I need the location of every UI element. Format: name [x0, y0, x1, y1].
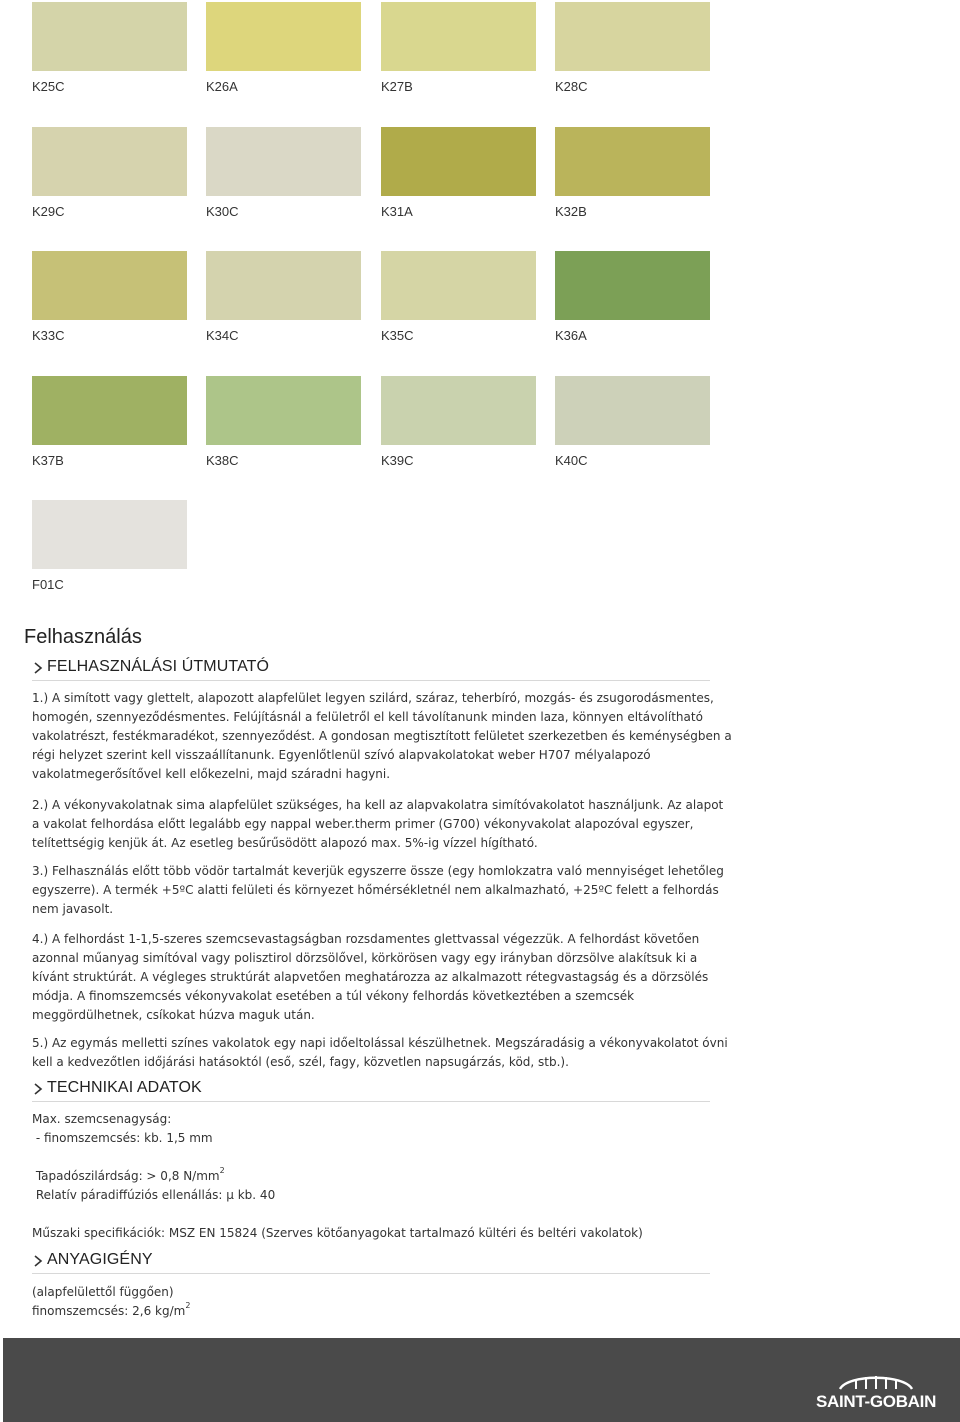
color-swatch — [381, 251, 536, 320]
color-code-label: K40C — [555, 453, 588, 468]
paragraph-line: homogén, szennyeződésmentes. Felújításnál a felületről el kell távolítanunk minden laza, könnyen eltávolítható — [32, 710, 703, 724]
color-swatch — [381, 127, 536, 196]
adhesion-strength — [32, 1166, 225, 1183]
section-title: TECHNIKAI ADATOK — [47, 1079, 202, 1096]
section-title: ANYAGIGÉNY — [47, 1251, 153, 1268]
grain-size-value: - finomszemcsés: kb. 1,5 mm — [32, 1131, 213, 1145]
color-swatch — [32, 376, 187, 445]
logo-arch-icon — [836, 1372, 916, 1390]
vapour-diffusion: Relatív páradiffúziós ellenállás: μ kb. 40 — [32, 1188, 276, 1202]
superscript: 2 — [219, 1166, 225, 1175]
adhesion-text: Tapadószilárdság: > 0,8 N/mm — [32, 1169, 220, 1183]
color-code-label: K27B — [381, 79, 413, 94]
material-consumption — [32, 1301, 191, 1318]
paragraph-line: 3.) Felhasználás előtt több vödör tartalmát keverjük egyszerre össze (egy homlokzatra való mennyiséget lehetőleg — [32, 864, 724, 878]
paragraph-line: 1.) A simított vagy glettelt, alapozott alapfelület legyen szilárd, száraz, teherbíró, mozgás- és zsugorodásmentes, — [32, 691, 714, 705]
instruction-paragraph — [32, 862, 722, 919]
color-code-label: K35C — [381, 328, 414, 343]
logo-text: SAINT-GOBAIN — [815, 1392, 937, 1411]
section-header-tech[interactable] — [32, 1079, 710, 1102]
instruction-paragraph — [32, 1034, 728, 1072]
color-code-label: K38C — [206, 453, 239, 468]
saint-gobain-logo — [806, 1372, 946, 1412]
technical-specification: Műszaki specifikációk: MSZ EN 15824 (Szerves kötőanyagokat tartalmazó kültéri és beltéri vakolatok) — [32, 1226, 643, 1240]
color-swatch — [555, 127, 710, 196]
color-code-label: K25C — [32, 79, 65, 94]
superscript: 2 — [185, 1301, 191, 1310]
section-header-material[interactable] — [32, 1251, 710, 1274]
color-swatch — [555, 2, 710, 71]
color-swatch — [32, 500, 187, 569]
consumption-text: finomszemcsés: 2,6 kg/m — [32, 1304, 186, 1318]
paragraph-line: vakolatrészt, festékmaradékot, szennyeződést. A gondosan megtisztított felületet szerkezetben és keménységben a — [32, 729, 732, 743]
color-code-label: K36A — [555, 328, 587, 343]
color-swatch — [206, 2, 361, 71]
chevron-right-icon — [32, 661, 44, 675]
color-swatch — [381, 376, 536, 445]
color-code-label: K34C — [206, 328, 239, 343]
paragraph-line: 5.) Az egymás melletti színes vakolatok egy napi időeltolással készülhetnek. Megszáradásig a vékonyvakolatot óvni — [32, 1036, 728, 1050]
color-swatch — [206, 127, 361, 196]
page-title: Felhasználás — [24, 626, 142, 648]
paragraph-line: nem javasolt. — [32, 902, 114, 916]
paragraph-line: meggördülhetnek, csíkokat húzva maguk után. — [32, 1008, 315, 1022]
color-code-label: K32B — [555, 204, 587, 219]
color-swatch — [32, 2, 187, 71]
color-swatch — [381, 2, 536, 71]
paragraph-line: vakolatmegerősítővel kell előkezelni, majd száradni hagyni. — [32, 767, 391, 781]
color-code-label: K28C — [555, 79, 588, 94]
paragraph-line: 4.) A felhordást 1-1,5-szeres szemcsevastagságban rozsdamentes glettvassal végezzük. A felhordást követően — [32, 932, 700, 946]
paragraph-line: 2.) A vékonyvakolatnak sima alapfelület szükséges, ha kell az alapvakolatra simítóvakolatot használjunk. Az alapot — [32, 798, 724, 812]
color-swatch — [206, 376, 361, 445]
instruction-paragraph — [32, 930, 722, 1025]
paragraph-line: egyszerre). A termék +5ºC alatti felületi és környezet hőmérsékletnél nem alkalmazható, +25ºC felett a felhordás — [32, 883, 719, 897]
color-code-label: K33C — [32, 328, 65, 343]
chevron-right-icon — [32, 1254, 44, 1268]
paragraph-line: azonnal műanyag simítóval vagy polisztirol dörzsölővel, körkörösen vagy egy irányban dörzsölve alakítsuk ki a — [32, 951, 698, 965]
color-code-label: K39C — [381, 453, 414, 468]
paragraph-line: régi helyzet szerint kell visszaállítanunk. Egyenlőtlenül szívó alapvakolatokat weber H707 mélyalapozó — [32, 748, 651, 762]
color-code-label: K31A — [381, 204, 413, 219]
color-code-label: K30C — [206, 204, 239, 219]
color-code-label: F01C — [32, 577, 64, 592]
chevron-right-icon — [32, 1082, 44, 1096]
paragraph-line: kívánt struktúrát. A végleges struktúrát alapvetően meghatározza az alkalmazott rétegvastagság és a dörzsölés — [32, 970, 709, 984]
color-code-label: K26A — [206, 79, 238, 94]
instruction-paragraph — [32, 689, 732, 784]
paragraph-line: kell a kedvezőtlen időjárási hatásoktól (eső, szél, fagy, közvetlen napsugárzás, köd, stb.). — [32, 1055, 569, 1069]
color-swatch — [32, 251, 187, 320]
color-swatch — [555, 251, 710, 320]
color-swatch — [555, 376, 710, 445]
color-swatch — [206, 251, 361, 320]
section-title: FELHASZNÁLÁSI ÚTMUTATÓ — [47, 658, 270, 675]
color-swatch — [32, 127, 187, 196]
paragraph-line: a vakolat felhordása előtt legalább egy nappal weber.therm primer (G700) vékonyvakolat alapozóval egyszer, — [32, 817, 694, 831]
paragraph-line: telítettségig kenjük át. Az esetleg besűrűsödött alapozó max. 5%-ig vízzel hígítható. — [32, 836, 538, 850]
paragraph-line: módja. A finomszemcsés vékonyvakolat esetében a túl vékony felhordás következtében a szemcsék — [32, 989, 635, 1003]
color-code-label: K37B — [32, 453, 64, 468]
color-code-label: K29C — [32, 204, 65, 219]
section-header-usage[interactable] — [32, 658, 710, 681]
footer-bar — [3, 1338, 960, 1422]
instruction-paragraph — [32, 796, 722, 853]
material-note: (alapfelülettől függően) — [32, 1285, 174, 1299]
grain-size-label: Max. szemcsenagyság: — [32, 1112, 172, 1126]
